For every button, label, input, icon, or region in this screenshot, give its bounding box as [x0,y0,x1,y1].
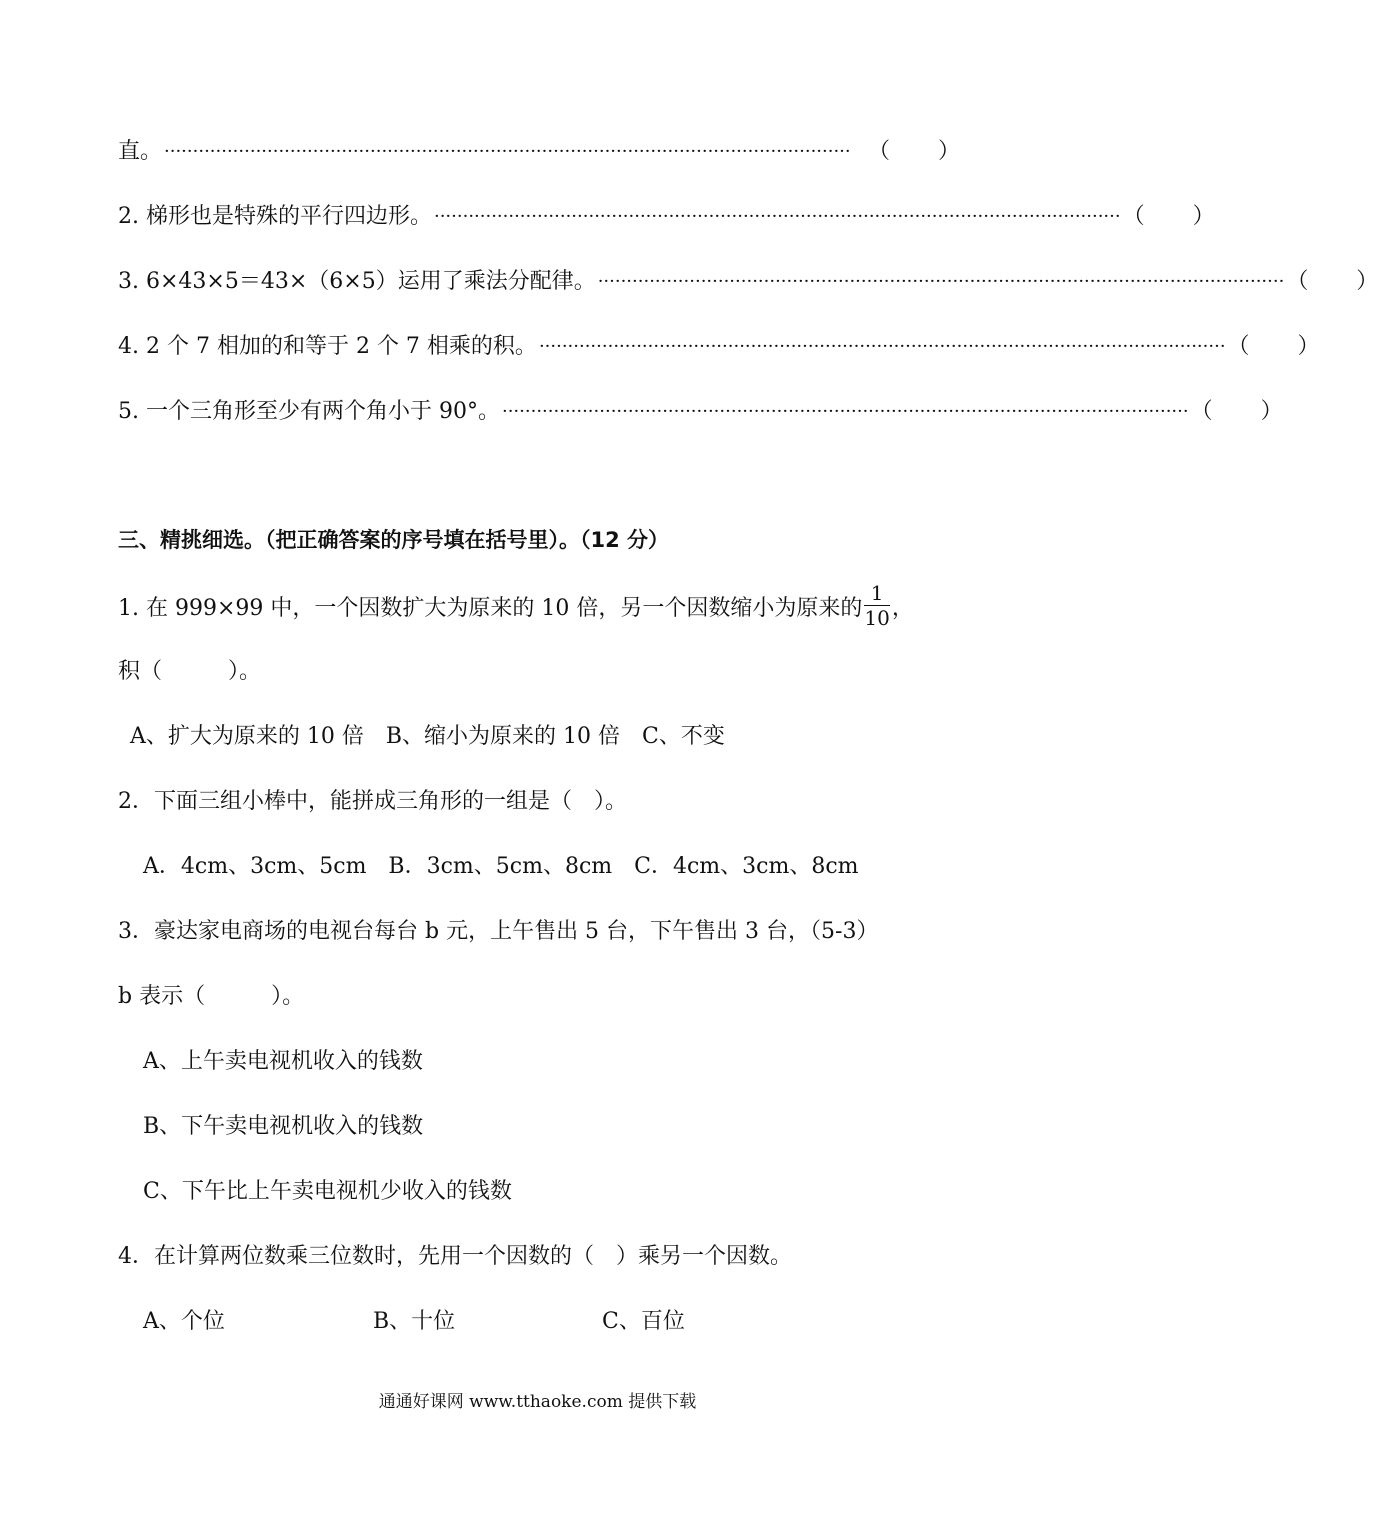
q1-line1 [118,580,960,634]
q1-line2: 积（ ）。 [118,659,262,684]
q3-option-c: C、下午比上午卖电视机少收入的钱数 [143,1179,512,1204]
q3-option-a: A、上午卖电视机收入的钱数 [143,1049,423,1074]
q1-text: 1. 在 999×99 中，一个因数扩大为原来的 10 倍，另一个因数缩小为原来的 [118,596,863,621]
answer-bracket[interactable]: （ ） [1190,399,1283,424]
q4-option-c: C、百位 [602,1309,685,1334]
q4-options [143,1302,960,1342]
q3-option-b: B、下午卖电视机收入的钱数 [143,1114,424,1139]
q1-comma: ， [891,596,914,621]
q1-options: A、扩大为原来的 10 倍 B、缩小为原来的 10 倍 C、不变 [130,724,725,749]
fraction [864,581,889,630]
fraction-numerator: 1 [864,581,889,606]
tf-item-5 [118,392,1283,432]
leader-dots: ························································································································ [433,206,1121,227]
leader-dots: ························································································································ [164,141,851,162]
q3-line1: 3．豪达家电商场的电视台每台 b 元，上午售出 5 台，下午售出 3 台，（5-3） [118,919,879,944]
tf-item-text: 4. 2 个 7 相加的和等于 2 个 7 相乘的积。 [118,334,537,359]
q2-question: 2．下面三组小棒中，能拼成三角形的一组是（ ）。 [118,789,627,814]
q3-line2: b 表示（ ）。 [118,984,305,1009]
q4-option-b: B、十位 [373,1309,456,1334]
q4-option-a: A、个位 [143,1309,225,1334]
tf-item-text: 直。 [118,139,163,164]
tf-item-text: 5. 一个三角形至少有两个角小于 90°。 [118,399,500,424]
leader-dots: ························································································································ [538,336,1226,357]
section-title: 三、精挑细选。（把正确答案的序号填在括号里）。（12 分） [118,528,670,552]
q2-options: A．4cm、3cm、5cm B．3cm、5cm、8cm C．4cm、3cm、8cm [143,854,859,879]
tf-item-3 [118,262,1378,302]
tf-item-4 [118,327,1320,367]
answer-bracket[interactable]: （ ） [1286,269,1378,294]
leader-dots: ························································································································ [597,271,1285,292]
answer-bracket[interactable]: （ ） [1227,334,1320,359]
answer-bracket[interactable]: （ ） [1122,204,1215,229]
tf-item-2 [118,197,1215,237]
fraction-denominator: 10 [864,605,890,630]
tf-item-text: 3. 6×43×5＝43×（6×5）运用了乘法分配律。 [118,269,596,294]
page-footer: 通通好课网 www.tthaoke.com 提供下载 [378,1392,697,1412]
q4-question: 4．在计算两位数乘三位数时，先用一个因数的（ ）乘另一个因数。 [118,1244,792,1269]
tf-item-1-continued [118,132,960,172]
tf-item-text: 2. 梯形也是特殊的平行四边形。 [118,204,432,229]
leader-dots: ························································································································ [501,401,1189,422]
answer-bracket[interactable]: （ ） [868,139,960,164]
